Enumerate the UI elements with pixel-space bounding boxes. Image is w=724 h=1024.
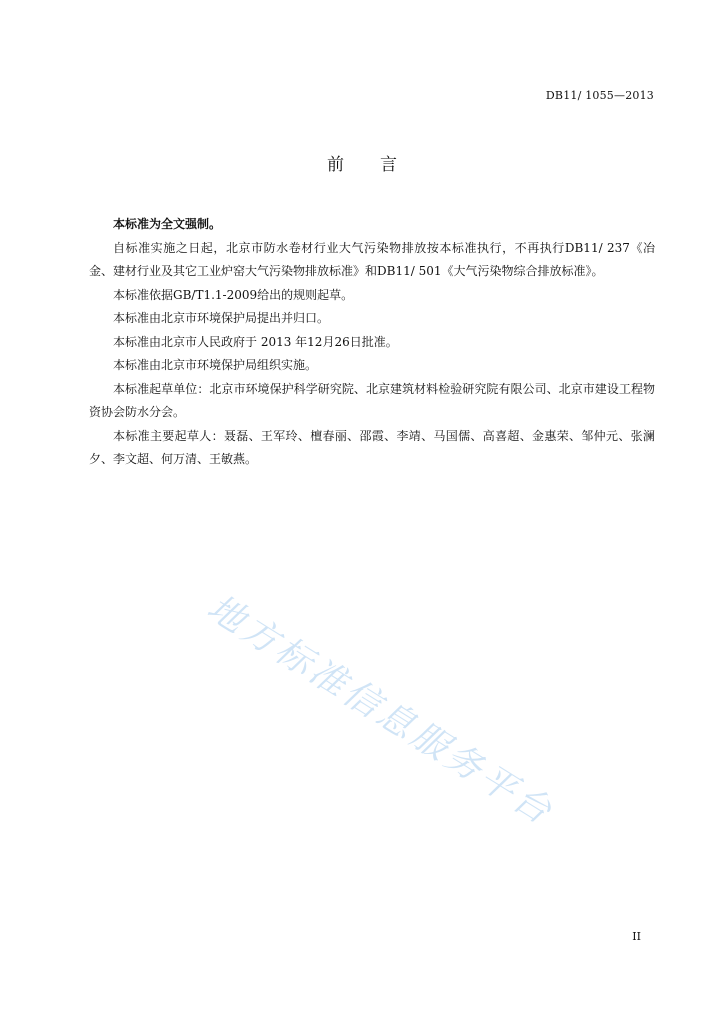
document-code-header: DB11/ 1055—2013 [545, 89, 654, 102]
paragraph-drafting-units: 本标准起草单位：北京市环境保护科学研究院、北京建筑材料检验研究院有限公司、北京市建设工程物资协会防水分会。 [89, 381, 655, 419]
page-number: II [632, 930, 641, 943]
watermark-text: 地方标准信息服务平台 [199, 587, 561, 834]
paragraph-drafting-rules: 本标准依据GB/T1.1-2009给出的规则起草。 [113, 287, 354, 302]
paragraph-approval: 本标准由北京市人民政府于 2013 年12月26日批准。 [113, 334, 398, 349]
page-title: 前言 [327, 155, 433, 175]
paragraph-implementation-org: 本标准由北京市环境保护局组织实施。 [113, 358, 318, 372]
foreword-body [89, 213, 655, 472]
paragraph-proposer: 本标准由北京市环境保护局提出并归口。 [113, 311, 330, 325]
mandatory-statement: 本标准为全文强制。 [113, 217, 222, 231]
paragraph-drafters: 本标准主要起草人：聂磊、王军玲、檀春丽、邵霞、李靖、马国儒、高喜超、金惠荣、邹仲元、张澜夕、李文超、何万清、王敏燕。 [89, 428, 655, 466]
paragraph-implementation: 自标准实施之日起，北京市防水卷材行业大气污染物排放按本标准执行，不再执行DB11/ 237《冶金、建材行业及其它工业炉窑大气污染物排放标准》和DB11/ 501《大气污染物综合排放标准》。 [89, 240, 655, 278]
